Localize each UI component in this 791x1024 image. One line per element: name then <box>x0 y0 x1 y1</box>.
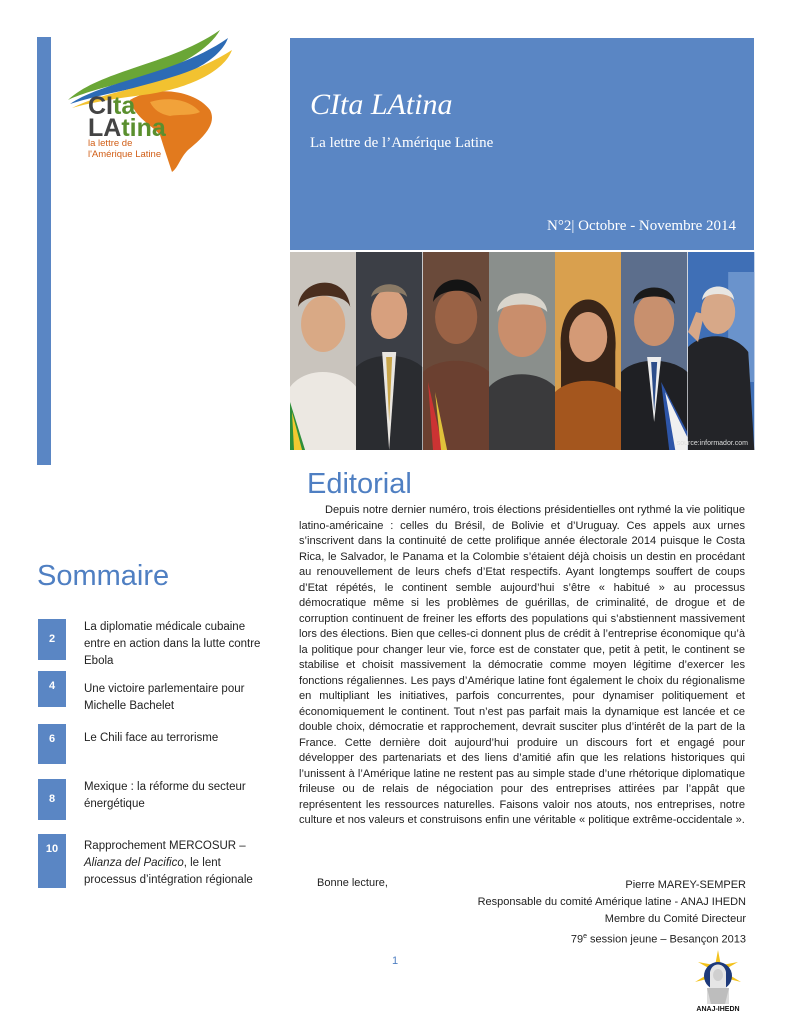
logo-ci: CI <box>88 92 113 120</box>
newsletter-title: CIta LAtina <box>310 88 453 121</box>
anaj-ihedn-label: ANAJ-IHEDN <box>696 1006 740 1013</box>
leader-photo-4 <box>489 252 555 450</box>
signoff: Bonne lecture, <box>317 877 388 889</box>
masthead <box>290 38 754 250</box>
newsletter-subtitle: La lettre de l’Amérique Latine <box>310 135 494 151</box>
toc-page-number: 6 <box>38 724 66 764</box>
logo-subtitle <box>88 138 161 160</box>
leader-photo-7 <box>676 252 754 450</box>
logo-sub-line1: la lettre de <box>88 138 133 149</box>
toc-item-text: Le Chili face au terrorisme <box>84 732 219 744</box>
leader-photo-2 <box>356 252 422 450</box>
toc-page-number: 4 <box>38 671 66 707</box>
editorial-body: Depuis notre dernier numéro, trois élections présidentielles ont rythmé la vie politique latino-américaine : celles du Brésil, de Bolivie et d’Uruguay. Ces appels aux urnes s’inscrivent dans la continuité de cette prolifique année électorale 2014 puisque le Costa Rica, le Salvador, le Panama et la Colombie s’étaient déjà choisis un destin en procédant au renouvellement de leurs chefs d’Etat respectifs. Ayant longtemps souffert de coups d’Etat répétés, le continent semble aujourd’hui s’être « habitué » au processus démocratique même si les problèmes de guérillas, de criminalité, de drogue et de corruption continuent de freiner les efforts des populations qui s’abstiennent massivement lors des élections. Bien que celles-ci donnent plus de crédit à l’entreprise économique qu’à la politique pour changer leur vie, force est de constater que, petit à petit, le continent se stabilise et choisit massivement la démocratie comme moyen légitime d’exercer les fonctions régaliennes. Les pays d’Amérique latine font également le choix du régionalisme en multipliant les initiatives, parfois concurrentes, pour dynamiser politiquement et économiquement le continent. Tout n’est pas parfait mais la dynamique est lancée et ce double choix, démocratie et rapprochement, devrait susciter plus d’intérêt de la part de la France. Cette dernière doit aujourd’hui produire un discours fort et engagé pour développer des partenariats et des liens d’amitié afin que les relations historiques qui l’unissent à l’Amérique latine ne restent pas au simple stade d’une rhétorique diplomatique frileuse ou de relais de négociation pour des entreprises attirées par l’appât que représentent les ressources naturelles. Faisons valoir nos atouts, nos entreprises, notre culture et nos valeurs et construisons enfin une véritable « politique extrême-occidentale ». <box>299 504 745 826</box>
signature-role-3: 79e session jeune – Besançon 2013 <box>570 933 746 946</box>
photo-credit: source:informador.com <box>676 440 748 447</box>
signature-block <box>478 877 746 949</box>
toc-page-number: 2 <box>38 619 66 660</box>
page-number: 1 <box>392 955 399 967</box>
toc-item-text: La diplomatie médicale cubaine entre en action dans la lutte contre Ebola <box>84 621 261 667</box>
toc-page-number: 8 <box>38 779 66 820</box>
leaders-photo-strip <box>290 252 754 450</box>
logo-ta: ta <box>113 92 136 120</box>
logo-la: LA <box>88 114 122 142</box>
editorial-title: Editorial <box>307 468 412 500</box>
left-accent-bar <box>37 37 51 465</box>
leader-photo-6 <box>621 252 687 450</box>
leader-photo-5 <box>555 252 621 450</box>
logo-sub-line2: l'Amérique Latine <box>88 149 162 160</box>
leader-photo-3 <box>423 252 489 450</box>
signature-role-1: Responsable du comité Amérique latine - ANAJ IHEDN <box>477 896 746 908</box>
toc-page-number: 10 <box>38 834 66 888</box>
leader-photo-1 <box>290 252 356 450</box>
logo-tina: tina <box>121 114 166 142</box>
toc-item-text: Rapprochement MERCOSUR – Alianza del Pacifico, le lent processus d’intégration régionale <box>84 840 253 886</box>
logo-wordmark <box>88 92 166 142</box>
issue-info: N°2| Octobre - Novembre 2014 <box>547 218 736 234</box>
toc-item-text: Mexique : la réforme du secteur énergétique <box>84 781 246 810</box>
sommaire-title: Sommaire <box>37 560 170 592</box>
signature-role-2: Membre du Comité Directeur <box>604 913 746 925</box>
anaj-ihedn-logo <box>693 948 743 1014</box>
citalatina-logo <box>60 30 240 175</box>
toc-item-text: Une victoire parlementaire pour Michelle Bachelet <box>84 683 245 712</box>
signature-name: Pierre MAREY-SEMPER <box>625 879 746 891</box>
